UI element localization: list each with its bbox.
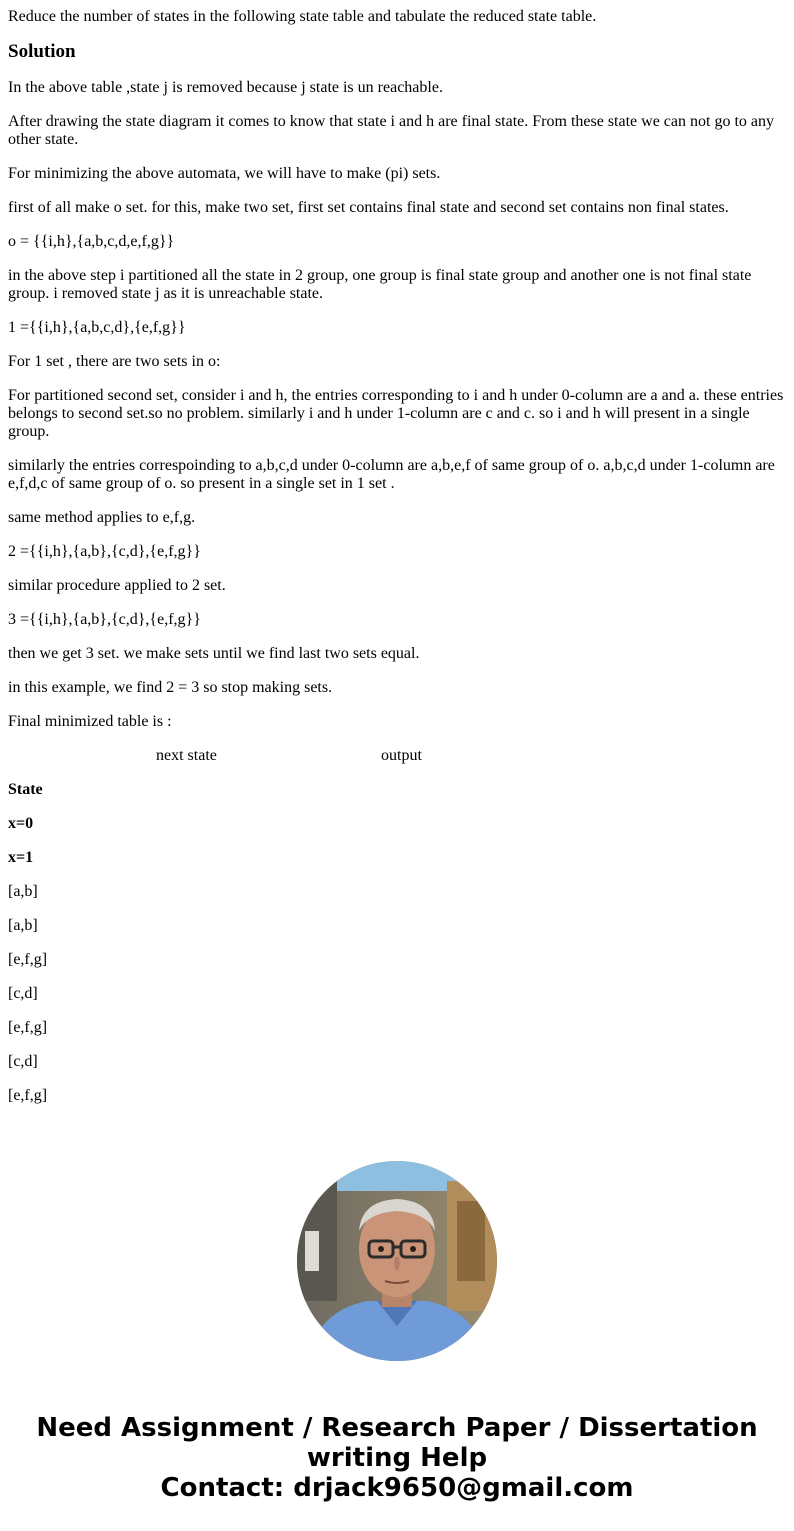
x0-header: x=0 [8,815,34,832]
table-cell: [e,f,g] [8,951,48,968]
paragraph: For 1 set , there are two sets in o: [8,353,221,370]
table-cell: [e,f,g] [8,1087,48,1104]
partition-set: 2 ={{i,h},{a,b},{c,d},{e,f,g}} [8,543,201,560]
output-header: output [381,747,422,764]
author-avatar [297,1161,497,1361]
contact-line: Contact: drjack9650@gmail.com [160,1473,634,1503]
document-body [0,8,794,1105]
paragraph: then we get 3 set. we make sets until we find last two sets equal. [8,645,420,662]
promo-line: Need Assignment / Research Paper / Dissertation [36,1413,758,1443]
table-cell: [e,f,g] [8,1019,48,1036]
next-state-header: next state [156,747,217,764]
table-cell: [a,b] [8,883,38,900]
author-portrait-image [297,1161,497,1361]
question-text: Reduce the number of states in the following state table and tabulate the reduced state table. [8,8,597,25]
table-cell: [a,b] [8,917,38,934]
table-cell: [c,d] [8,985,38,1002]
partition-set: 1 ={{i,h},{a,b,c,d},{e,f,g}} [8,319,186,336]
paragraph: in the above step i partitioned all the state in 2 group, one group is final state group and another one is not final state group. i removed state j as it is unreachable state. [8,267,752,302]
paragraph: in this example, we find 2 = 3 so stop making sets. [8,679,333,696]
paragraph: In the above table ,state j is removed because j state is un reachable. [8,79,443,96]
table-cell: [c,d] [8,1053,38,1070]
solution-heading: Solution [8,41,76,62]
promo-line: writing Help [306,1443,488,1473]
paragraph: After drawing the state diagram it comes to know that state i and h are final state. From these state we can not go to any other state. [8,113,774,148]
paragraph: similar procedure applied to 2 set. [8,577,226,594]
state-header: State [8,781,43,798]
promo-footer [0,1413,794,1503]
paragraph: first of all make o set. for this, make two set, first set contains final state and second set contains non final states. [8,199,729,216]
partition-set: 3 ={{i,h},{a,b},{c,d},{e,f,g}} [8,611,201,628]
paragraph: For minimizing the above automata, we will have to make (pi) sets. [8,165,441,182]
x1-header: x=1 [8,849,34,866]
table-header-row [8,747,786,765]
partition-set: o = {{i,h},{a,b,c,d,e,f,g}} [8,233,175,250]
paragraph: similarly the entries correspoinding to a,b,c,d under 0-column are a,b,e,f of same group of o. a,b,c,d under 1-column are e,f,d,c of same group of o. so present in a single set in 1 set . [8,457,775,492]
paragraph: Final minimized table is : [8,713,172,730]
paragraph: For partitioned second set, consider i and h, the entries corresponding to i and h under 0-column are a and a. these entries belongs to second set.so no problem. similarly i and h under 1-column are c and c. so i and h will present in a single group. [8,387,784,440]
paragraph: same method applies to e,f,g. [8,509,196,526]
